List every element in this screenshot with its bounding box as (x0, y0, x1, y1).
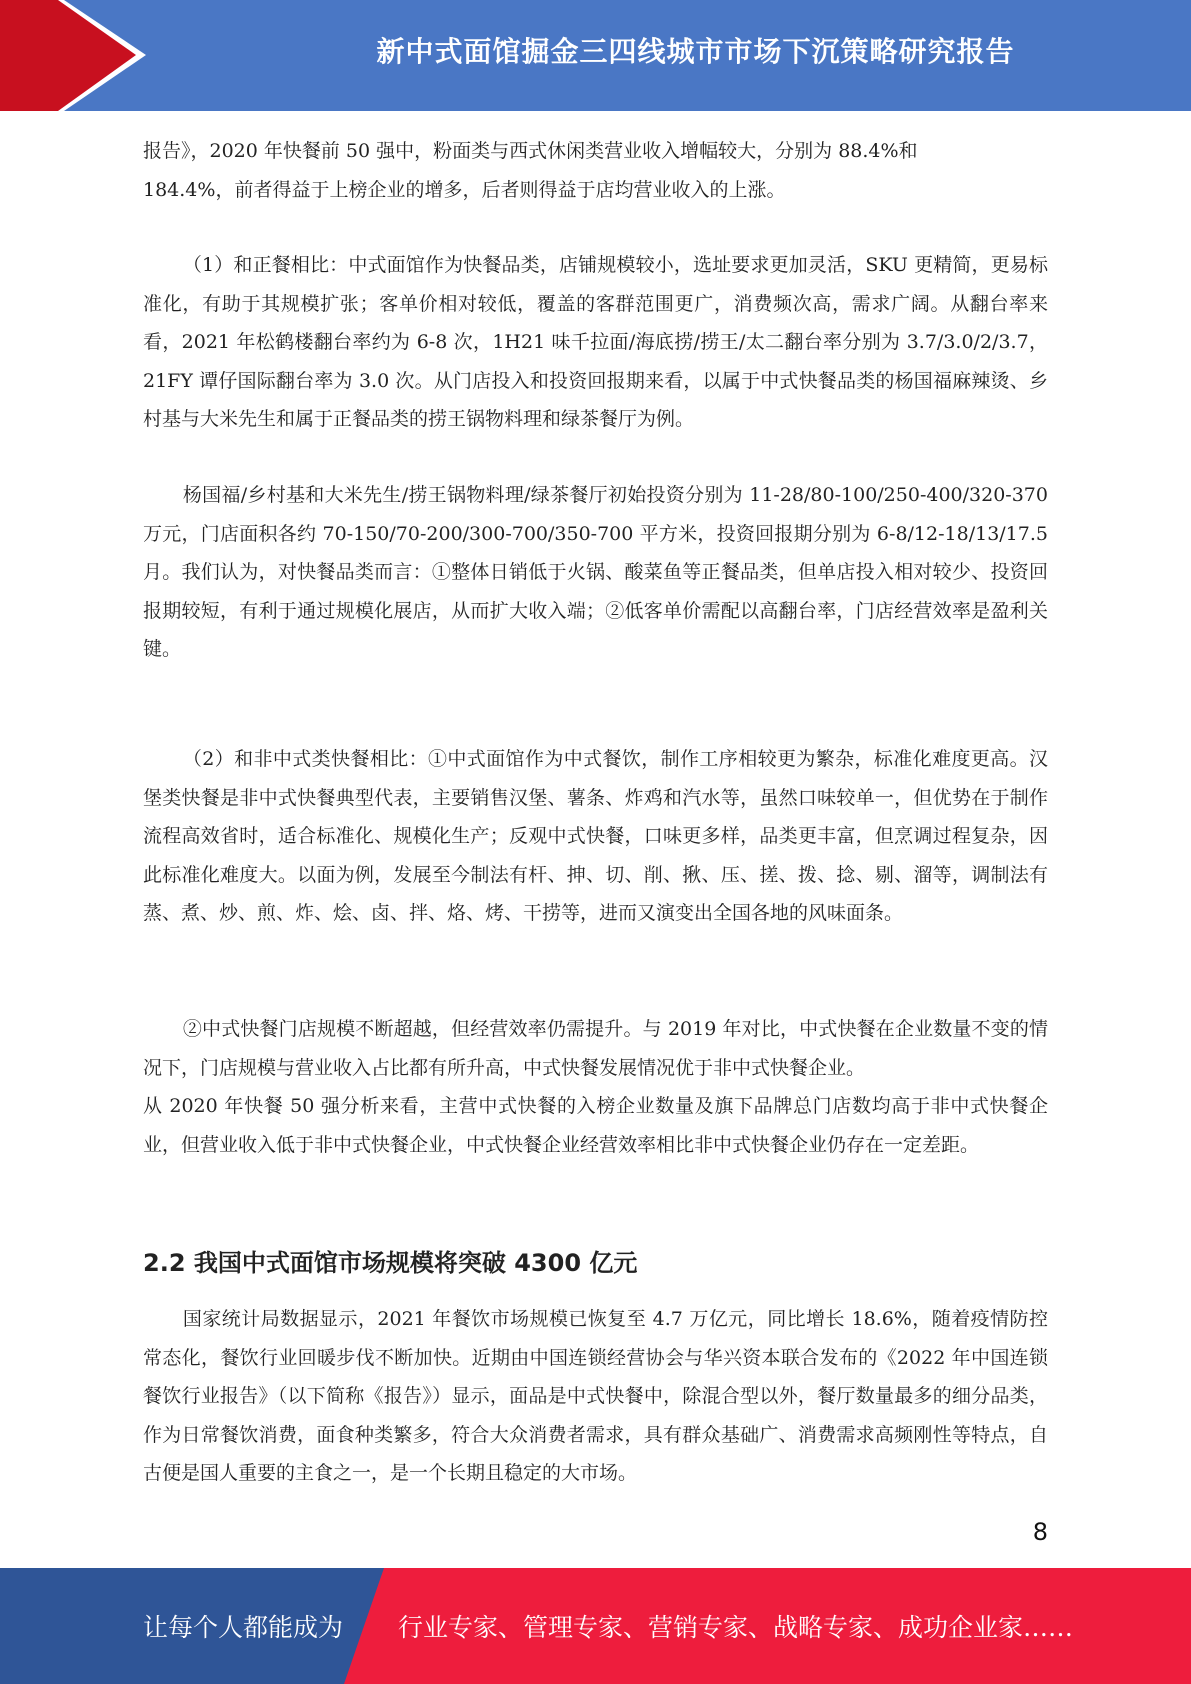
footer-slogan: 让每个人都能成为 (143, 1613, 344, 1642)
page-footer (0, 1568, 1191, 1684)
report-title: 新中式面馆掘金三四线城市市场下沉策略研究报告 (376, 35, 1015, 68)
section-heading: 2.2 我国中式面馆市场规模将突破 4300 亿元 (143, 1249, 638, 1277)
paragraph: 杨国福/乡村基和大米先生/捞王锅物料理/绿茶餐厅初始投资分别为 11-28/80-100/250-400/320-370 万元，门店面积各约 70-150/70-200/300-700/350-700 平方米，投资回报期分别为 6-8/12-18/13/17.5 月。我们认为，对快餐品类而言：①整体日销低于火锅、酸菜鱼等正餐品类，但单店投入相对较少、投资回报期较短，有利于通过规模化展店，从而扩大收入端；②低客单价需配以高翻台率，门店经营效率是盈利关键。 (143, 484, 1055, 660)
paragraph: （1）和正餐相比：中式面馆作为快餐品类，店铺规模较小，选址要求更加灵活，SKU 更精简，更易标准化，有助于其规模扩张；客单价相对较低，覆盖的客群范围更广，消费频次高，需求广阔。从翻台率来看，2021 年松鹤楼翻台率约为 6-8 次，1H21 味千拉面/海底捞/捞王/太二翻台率分别为 3.7/3.0/2/3.7，21FY 谭仔国际翻台率为 3.0 次。从门店投入和投资回报期来看，以属于中式快餐品类的杨国福麻辣烫、乡村基与大米先生和属于正餐品类的捞王锅物料理和绿茶餐厅为例。 (143, 254, 1048, 430)
paragraph: 国家统计局数据显示，2021 年餐饮市场规模已恢复至 4.7 万亿元，同比增长 18.6%，随着疫情防控常态化，餐饮行业回暖步伐不断加快。近期由中国连锁经营协会与华兴资本联合发布的《2022 年中国连锁餐饮行业报告》（以下简称《报告》）显示，面品是中式快餐中，除混合型以外，餐厅数量最多的细分品类，作为日常餐饮消费，面食种类繁多，符合大众消费者需求，具有群众基础广、消费需求高频刚性等特点，自古便是国人重要的主食之一，是一个长期且稳定的大市场。 (143, 1308, 1048, 1484)
paragraph: ②中式快餐门店规模不断超越，但经营效率仍需提升。与 2019 年对比，中式快餐在企业数量不变的情况下，门店规模与营业收入占比都有所升高，中式快餐发展情况优于非中式快餐企业。 从 2020 年快餐 50 强分析来看，主营中式快餐的入榜企业数量及旗下品牌总门店数均高于非中式快餐企业，但营业收入低于非中式快餐企业，中式快餐企业经营效率相比非中式快餐企业仍存在一定差距。 (143, 1018, 1048, 1156)
footer-slogan-roles: 行业专家、管理专家、营销专家、战略专家、成功企业家…… (398, 1613, 1074, 1642)
page-number: 8 (1032, 1518, 1048, 1546)
paragraph: （2）和非中式类快餐相比：①中式面馆作为中式餐饮，制作工序相较更为繁杂，标准化难度更高。汉堡类快餐是非中式快餐典型代表，主要销售汉堡、薯条、炸鸡和汽水等，虽然口味较单一，但优势在于制作流程高效省时，适合标准化、规模化生产；反观中式快餐，口味更多样，品类更丰富，但烹调过程复杂，因此标准化难度大。以面为例，发展至今制法有杆、抻、切、削、揪、压、搓、拨、捻、剔、溜等，调制法有蒸、煮、炒、煎、炸、烩、卤、拌、烙、烤、干捞等，进而又演变出全国各地的风味面条。 (143, 748, 1048, 924)
paragraph: 报告》，2020 年快餐前 50 强中，粉面类与西式休闲类营业收入增幅较大，分别为 88.4%和 184.4%，前者得益于上榜企业的增多，后者则得益于店均营业收入的上涨。 (143, 140, 918, 201)
page-header (0, 0, 1191, 111)
